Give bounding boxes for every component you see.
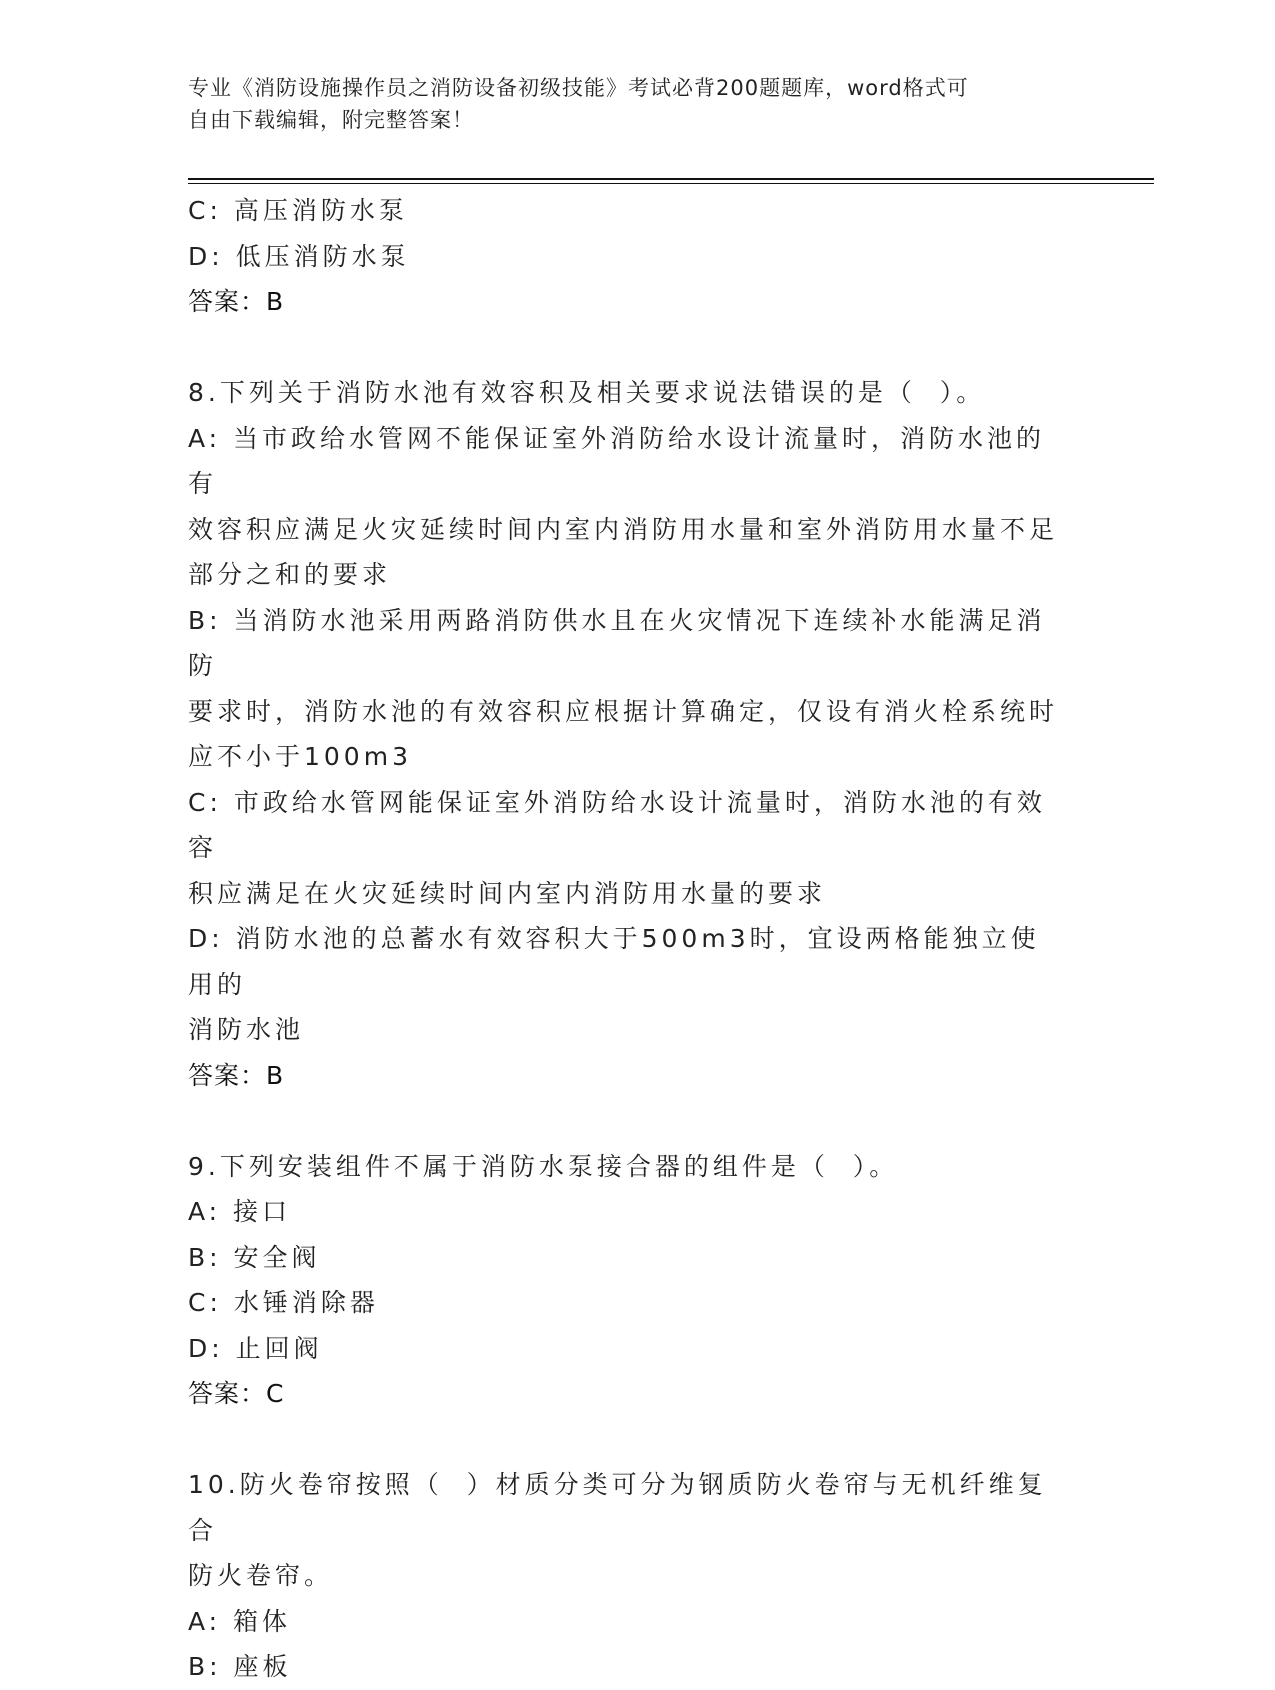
- q8-option-c: [188, 780, 1068, 917]
- q8-option-d: [188, 916, 1068, 1053]
- question-content: [188, 188, 1068, 1690]
- spacer: [188, 1098, 1068, 1144]
- q8-option-a: [188, 416, 1068, 598]
- spacer: [188, 1417, 1068, 1463]
- q10-stem-line: 防火卷帘。: [188, 1561, 334, 1590]
- q10-stem-line: 10.防火卷帘按照（ ）材质分类可分为钢质防火卷帘与无机纤维复合: [188, 1470, 1047, 1545]
- q9-answer: 答案：C: [188, 1379, 285, 1408]
- q8-option-c-line: C: 市政给水管网能保证室外消防给水设计流量时，消防水池的有效容: [188, 787, 1046, 862]
- q8-option-b-line: 要求时，消防水池的有效容积应根据计算确定，仅设有消火栓系统时: [188, 696, 1059, 726]
- q9-stem: 9.下列安装组件不属于消防水泵接合器的组件是（ ）。: [188, 1151, 899, 1181]
- q9-option-b: B: 安全阀: [188, 1242, 321, 1272]
- header-title-line-2: 自由下载编辑，附完整答案！: [188, 108, 474, 132]
- q8-option-a-line: 效容积应满足火灾延续时间内室内消防用水量和室外消防用水量不足: [188, 514, 1059, 544]
- q8-option-d-line: 消防水池: [188, 1015, 305, 1044]
- q8-option-d-line: D: 消防水池的总蓄水有效容积大于500m3时，宜设两格能独立使用的: [188, 924, 1040, 999]
- spacer: [188, 325, 1068, 371]
- q8-option-a-line: A: 当市政给水管网不能保证室外消防给水设计流量时，消防水池的有: [188, 423, 1046, 498]
- q7-answer: 答案：B: [188, 287, 285, 316]
- question-9: [188, 1144, 1068, 1417]
- document-header: [188, 72, 1068, 136]
- question-7: [188, 188, 1068, 325]
- question-10: [188, 1462, 1068, 1690]
- q10-option-b: B: 座板: [188, 1652, 292, 1681]
- header-title-line-1: 专业《消防设施操作员之消防设备初级技能》考试必背200题题库，word格式可: [188, 76, 969, 100]
- q8-option-b-line: 应不小于100m3: [188, 742, 412, 771]
- question-8: [188, 370, 1068, 1098]
- q8-option-a-line: 部分之和的要求: [188, 560, 392, 589]
- q9-option-a: A: 接口: [188, 1197, 292, 1226]
- q8-answer: 答案：B: [188, 1060, 285, 1090]
- header-divider-thick: [188, 178, 1154, 180]
- q8-stem: 8.下列关于消防水池有效容积及相关要求说法错误的是（ ）。: [188, 378, 986, 407]
- q8-option-b: [188, 598, 1068, 780]
- q8-option-c-line: 积应满足在火灾延续时间内室内消防用水量的要求: [188, 878, 827, 908]
- q7-option-c: C: 高压消防水泵: [188, 196, 408, 225]
- q10-option-a: A: 箱体: [188, 1606, 292, 1636]
- q7-option-d: D: 低压消防水泵: [188, 241, 410, 271]
- header-divider-thin: [188, 183, 1154, 184]
- q9-option-d: D: 止回阀: [188, 1333, 323, 1363]
- q9-option-c: C: 水锤消除器: [188, 1288, 379, 1317]
- q8-option-b-line: B: 当消防水池采用两路消防供水且在火灾情况下连续补水能满足消防: [188, 605, 1046, 680]
